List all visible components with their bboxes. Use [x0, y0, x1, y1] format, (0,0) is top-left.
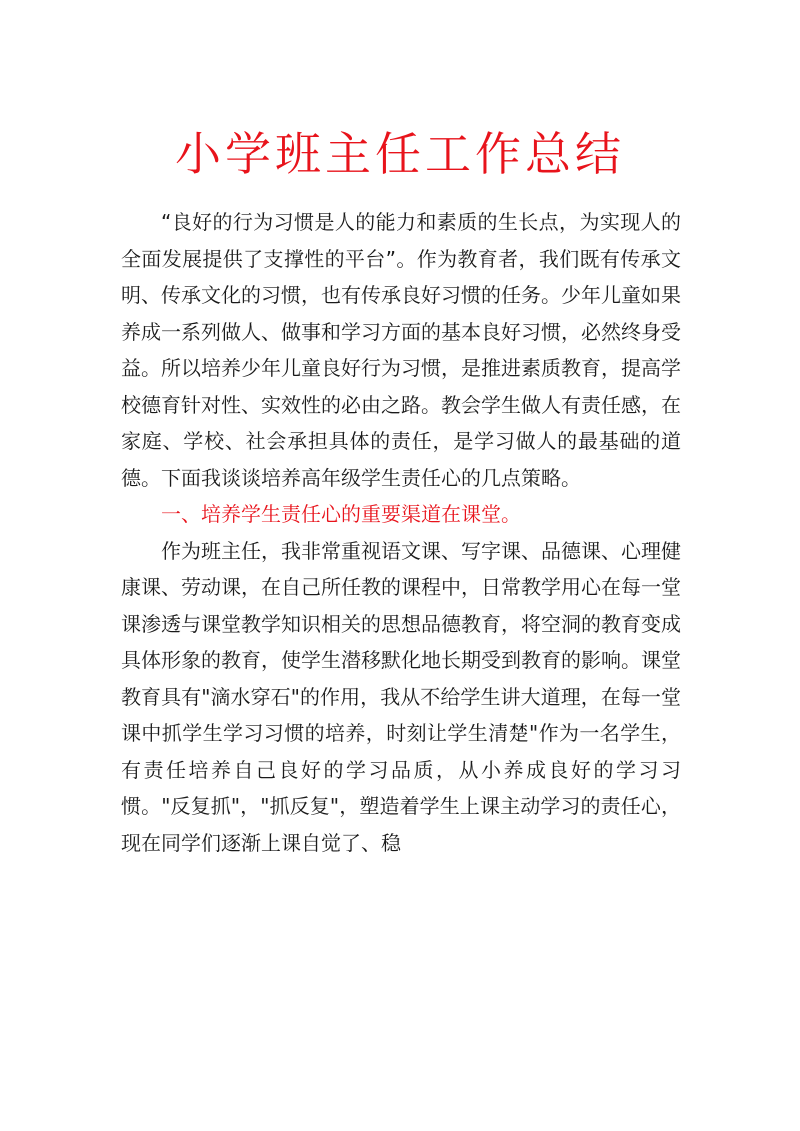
intro-paragraph: “良好的行为习惯是人的能力和素质的生长点，为实现人的全面发展提供了支撑性的平台”。作为教育者，我们既有传承文明、传承文化的习惯，也有传承良好习惯的任务。少年儿童如果养成一系列做人、做事和学习方面的基本良好习惯，必然终身受益。所以培养少年儿童良好行为习惯，是推进素质教育，提高学校德育针对性、实效性的必由之路。教会学生做人有责任感，在家庭、学校、社会承担具体的责任，是学习做人的最基础的道德。下面我谈谈培养高年级学生责任心的几点策略。 [121, 210, 681, 490]
document-body [121, 204, 681, 861]
section-paragraph: 作为班主任，我非常重视语文课、写字课、品德课、心理健康课、劳动课，在自己所任教的课程中，日常教学用心在每一堂课渗透与课堂教学知识相关的思想品德教育，将空洞的教育变成具体形象的教育，使学生潜移默化地长期受到教育的影响。课堂教育具有"滴水穿石"的作用，我从不给学生讲大道理，在每一堂课中抓学生学习习惯的培养，时刻让学生清楚"作为一名学生，有责任培养自己良好的学习品质，从小养成良好的学习习惯。"反复抓"，"抓反复"，塑造着学生上课主动学习的责任心，现在同学们逐渐上课自觉了、稳 [121, 538, 681, 855]
document-title: 小学班主任工作总结 [175, 127, 625, 181]
section-heading: 一、培养学生责任心的重要渠道在课堂。 [161, 502, 521, 526]
